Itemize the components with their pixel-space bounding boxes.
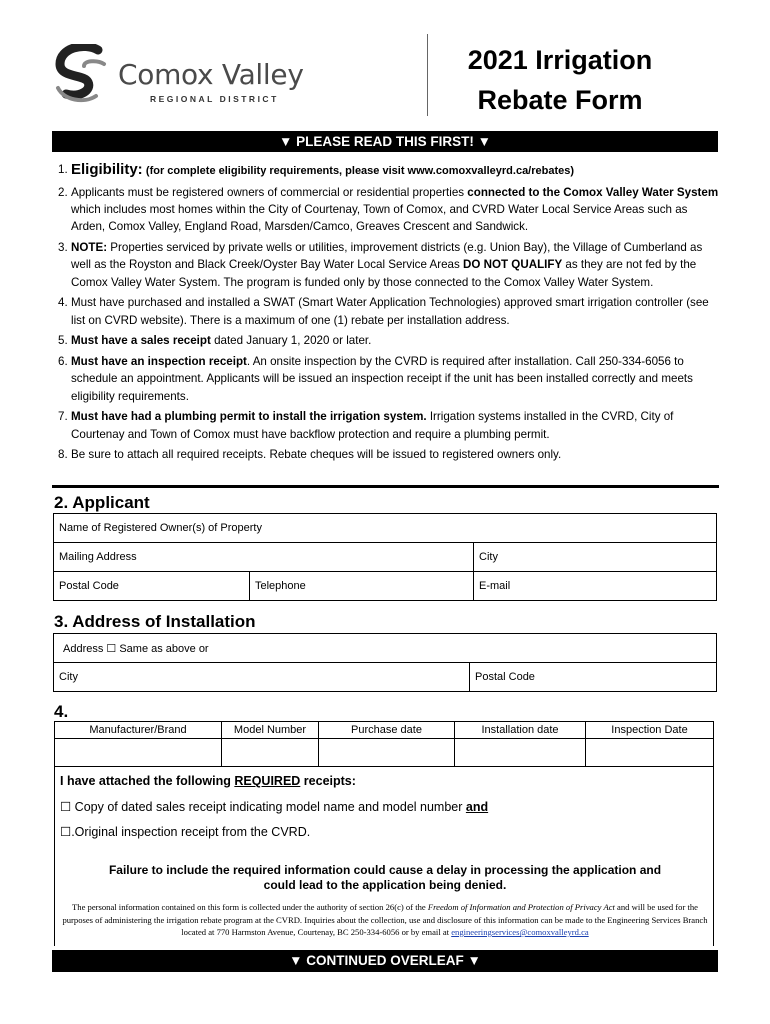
item-number: 7.	[58, 410, 68, 424]
item-text: dated January 1, 2020 or later.	[210, 334, 372, 348]
comox-valley-logo-icon	[54, 44, 110, 104]
receipts-heading	[60, 774, 356, 788]
item-text: which includes most homes within the City of Courtenay, Town of Comox, and CVRD Water Local Service Areas such as Arden, Comox Valley, England Road, Marsden/Camco, Greaves Crescent and Sandwick.	[71, 203, 688, 234]
section-divider	[52, 485, 719, 488]
warning-text	[70, 863, 700, 893]
list-item	[58, 161, 720, 180]
engineering-email-link[interactable]: engineeringservices@comoxvalleyrd.ca	[451, 927, 589, 937]
logo-name: Comox Valley	[118, 58, 304, 91]
item-number: 1.	[58, 163, 68, 176]
city-field[interactable]: City	[474, 543, 717, 572]
logo-subtitle: REGIONAL DISTRICT	[150, 94, 279, 104]
form-title-line1: 2021 Irrigation	[467, 45, 653, 75]
model-number-input[interactable]	[222, 739, 319, 767]
receipts-heading-text: receipts:	[300, 774, 356, 788]
eligibility-note: (for complete eligibility requirements, please visit www.comoxvalleyrd.ca/rebates)	[145, 165, 575, 177]
manufacturer-header: Manufacturer/Brand	[55, 722, 222, 739]
sales-receipt-checkbox[interactable]	[60, 799, 488, 814]
item-text: Properties serviced by private wells or utilities, improvement districts (e.g. Union Bay), the Village of Cumberland as well as the Royston and Black Creek/Oyster Bay Water Local Service Areas	[71, 241, 703, 272]
inspection-date-header: Inspection Date	[586, 722, 714, 739]
privacy-text: The personal information contained on this form is collected under the authority of section 26(c) of the	[72, 902, 428, 912]
equipment-table	[54, 721, 714, 767]
item-bold: NOTE:	[71, 241, 108, 254]
model-number-header: Model Number	[222, 722, 319, 739]
item-text: as they are not fed by the Comox Valley Water System. The program is funded only by those connected to the Comox Valley Water System.	[71, 258, 697, 289]
installation-section-title: 3. Address of Installation	[54, 612, 256, 631]
applicant-table	[53, 513, 717, 601]
and-label: and	[465, 800, 489, 814]
equipment-section-title: 4.	[54, 702, 69, 721]
warning-line: could lead to the application being denied.	[263, 878, 507, 892]
required-label: REQUIRED	[234, 774, 301, 788]
purchase-date-input[interactable]	[319, 739, 455, 767]
item-bold: connected to the Comox Valley Water System	[467, 185, 719, 199]
item-text: Irrigation systems installed in the CVRD, City of Courtenay and Town of Comox must have backflow protection and require a plumbing permit.	[71, 410, 674, 441]
item-text: Be sure to attach all required receipts. Rebate cheques will be issued to registered owners only.	[71, 448, 562, 462]
privacy-text: and will be used for the purposes of administering the irrigation rebate program at the CVRD. Inquiries about the collection, use and disclosure of this information can be made to the Engineering Services Branch located at 770 Harmston Avenue, Courtenay, BC 250-334-6056 or by email at	[62, 902, 708, 937]
installation-date-input[interactable]	[455, 739, 586, 767]
item-text: Applicants must be registered owners of commercial or residential properties	[71, 185, 468, 199]
item-bold: Must have a sales receipt	[71, 334, 211, 348]
warning-line: Failure to include the required information could cause a delay in processing the application and	[108, 863, 662, 877]
item-bold: Must have an inspection receipt	[71, 355, 247, 368]
installation-city-field[interactable]: City	[54, 663, 470, 692]
installation-date-header: Installation date	[455, 722, 586, 739]
mailing-address-field[interactable]: Mailing Address	[54, 543, 474, 572]
privacy-act-name: Freedom of Information and Protection of Privacy Act	[427, 902, 615, 912]
item-bold: Must have had a plumbing permit to install the irrigation system.	[71, 410, 427, 424]
sales-receipt-label: ☐ Copy of dated sales receipt indicating model name and model number	[60, 800, 466, 814]
list-item	[58, 332, 720, 349]
item-number: 3.	[58, 241, 68, 254]
item-number: 2.	[58, 185, 68, 199]
item-number: 8.	[58, 448, 68, 462]
item-number: 4.	[58, 296, 68, 310]
list-item	[58, 184, 720, 236]
eligibility-list	[58, 161, 720, 467]
item-text: Must have purchased and installed a SWAT (Smart Water Application Technologies) approved smart irrigation controller (see list on CVRD website). There is a maximum of one (1) rebate per installation address.	[71, 296, 709, 327]
item-bold: DO NOT QUALIFY	[463, 258, 563, 272]
form-title-line2: Rebate Form	[477, 85, 643, 115]
email-field[interactable]: E-mail	[474, 572, 717, 601]
owner-name-field[interactable]: Name of Registered Owner(s) of Property	[54, 514, 717, 543]
item-number: 5.	[58, 334, 68, 348]
purchase-date-header: Purchase date	[319, 722, 455, 739]
item-text: . An onsite inspection by the CVRD is required after installation. Call 250-334-6056 to schedule an appointment. Applicants will be issued an inspection receipt if the unit has been installed correctly and meets eligibility requirements.	[71, 355, 693, 403]
form-title	[432, 40, 688, 120]
manufacturer-input[interactable]	[55, 739, 222, 767]
installation-table	[53, 633, 717, 692]
applicant-section-title: 2. Applicant	[54, 493, 150, 512]
list-item	[58, 408, 720, 443]
list-item	[58, 446, 720, 463]
list-item	[58, 239, 720, 291]
read-first-banner: ▼ PLEASE READ THIS FIRST! ▼	[52, 131, 718, 152]
telephone-field[interactable]: Telephone	[250, 572, 474, 601]
inspection-receipt-checkbox[interactable]: ☐.Original inspection receipt from the CVRD.	[60, 825, 311, 839]
header-divider	[427, 34, 428, 116]
continued-overleaf-banner: ▼ CONTINUED OVERLEAF ▼	[52, 950, 718, 972]
inspection-date-input[interactable]	[586, 739, 714, 767]
privacy-notice	[60, 901, 710, 939]
list-item	[58, 294, 720, 329]
list-item	[58, 353, 720, 405]
postal-code-field[interactable]: Postal Code	[54, 572, 250, 601]
item-number: 6.	[58, 355, 68, 368]
eligibility-heading: Eligibility:	[71, 161, 143, 178]
installation-address-field[interactable]: Address ☐ Same as above or	[54, 634, 717, 663]
receipts-heading-text: I have attached the following	[60, 774, 235, 788]
installation-postal-field[interactable]: Postal Code	[470, 663, 717, 692]
